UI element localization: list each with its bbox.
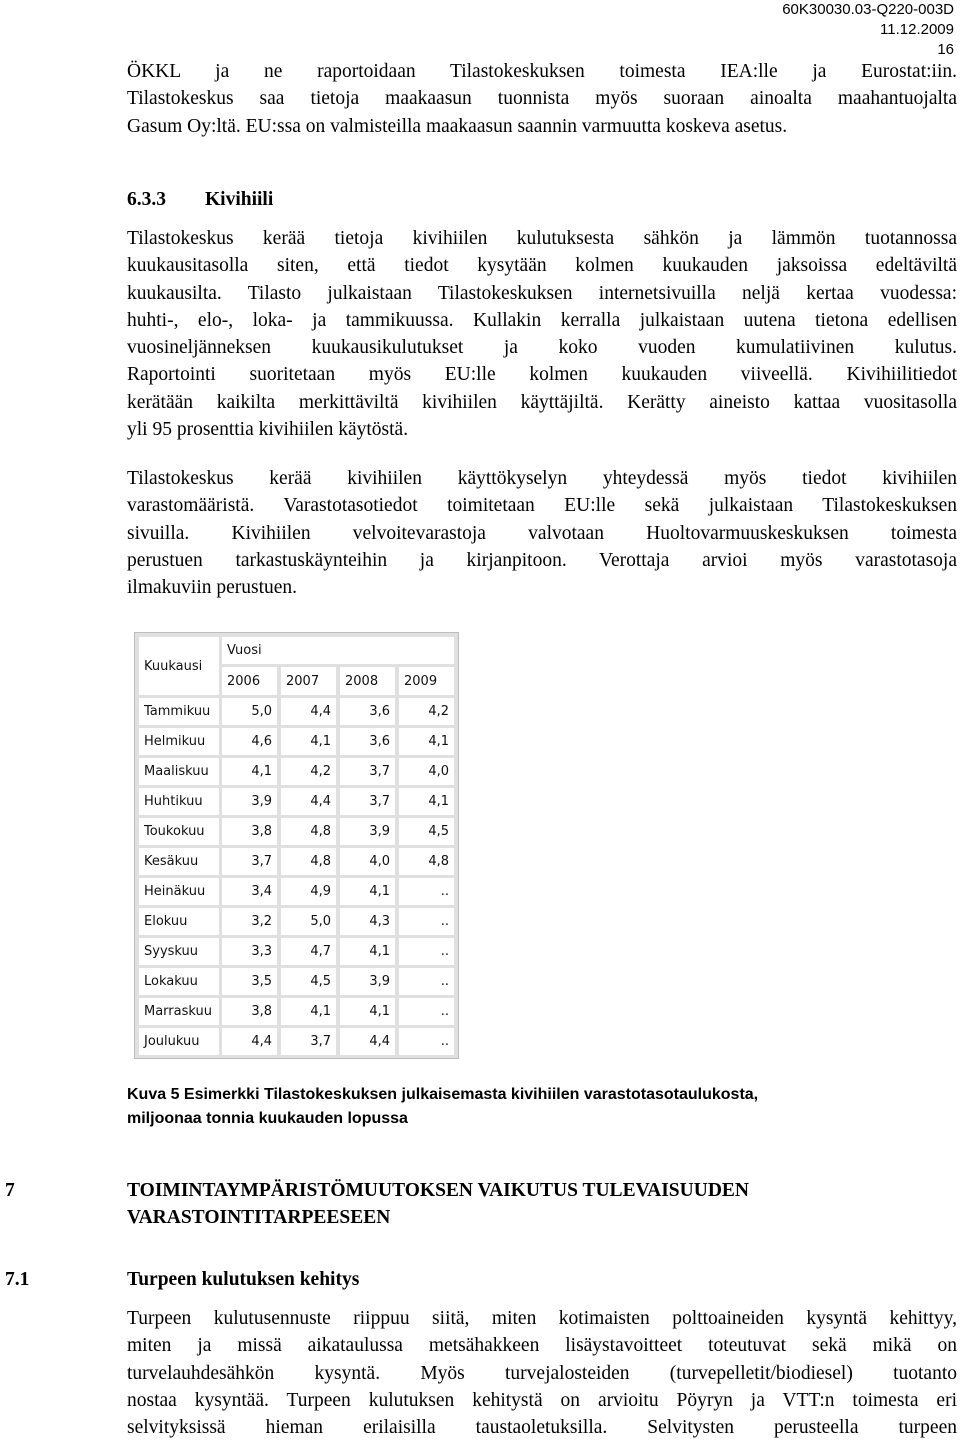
text-line: turvelauhdesähkön kysyntä. Myös turvejalosteiden (turvepelletit/biodiesel) tuotanto <box>127 1362 957 1384</box>
value-cell: 3,7 <box>281 1028 336 1055</box>
value-cell: 4,5 <box>281 968 336 995</box>
value-cell: 4,1 <box>399 788 454 815</box>
month-cell: Helmikuu <box>139 728 219 755</box>
value-cell: 3,5 <box>222 968 277 995</box>
text-line: yli 95 prosenttia kivihiilen käytöstä. <box>127 419 409 441</box>
value-cell: 4,0 <box>340 848 395 875</box>
column-group-header: Vuosi <box>222 637 454 664</box>
month-cell: Tammikuu <box>139 698 219 725</box>
value-cell: 3,6 <box>340 728 395 755</box>
section-title: Turpeen kulutuksen kehitys <box>127 1269 360 1290</box>
section-number: 7.1 <box>5 1269 30 1290</box>
month-cell: Heinäkuu <box>139 878 219 905</box>
text-line: kerätään kaikilta merkittäviltä kivihiilen käyttäjiltä. Kerätty aineisto kattaa vuositasolla <box>127 391 957 413</box>
text-line: huhti-, elo-, loka- ja tammikuussa. Kullakin kerralla julkaistaan uutena tietona edellisen <box>127 309 957 331</box>
value-cell: 4,0 <box>399 758 454 785</box>
body-paragraph <box>127 225 957 443</box>
value-cell: 4,4 <box>281 788 336 815</box>
value-cell: 3,2 <box>222 908 277 935</box>
value-cell: 4,4 <box>222 1028 277 1055</box>
value-cell: 4,6 <box>222 728 277 755</box>
value-cell: 3,3 <box>222 938 277 965</box>
section-title: Kivihiili <box>205 189 274 210</box>
value-cell: 4,4 <box>281 698 336 725</box>
value-cell: 4,8 <box>281 818 336 845</box>
body-paragraph <box>127 1305 957 1441</box>
chapter-title-line: VARASTOINTITARPEESEEN <box>127 1207 391 1228</box>
value-cell: 3,7 <box>222 848 277 875</box>
chapter-title-line: TOIMINTAYMPÄRISTÖMUUTOKSEN VAIKUTUS TULEVAISUUDEN <box>127 1180 749 1201</box>
value-cell: 4,1 <box>399 728 454 755</box>
body-paragraph <box>127 465 957 601</box>
value-cell: 4,4 <box>340 1028 395 1055</box>
text-line: varastomääristä. Varastotasotiedot toimitetaan EU:lle sekä julkaistaan Tilastokeskuksen <box>127 495 957 517</box>
value-cell: 4,2 <box>281 758 336 785</box>
month-cell: Huhtikuu <box>139 788 219 815</box>
value-cell: 3,8 <box>222 998 277 1025</box>
value-cell: 5,0 <box>222 698 277 725</box>
value-cell: .. <box>399 968 454 995</box>
value-cell: 4,8 <box>399 848 454 875</box>
section-number: 6.3.3 <box>127 189 166 210</box>
coal-stock-table <box>134 632 459 1059</box>
value-cell: 3,7 <box>340 788 395 815</box>
value-cell: 4,7 <box>281 938 336 965</box>
page-header <box>782 0 954 60</box>
value-cell: 3,9 <box>340 968 395 995</box>
value-cell: 3,4 <box>222 878 277 905</box>
value-cell: 4,9 <box>281 878 336 905</box>
value-cell: 3,9 <box>340 818 395 845</box>
month-cell: Kesäkuu <box>139 848 219 875</box>
text-line: Tilastokeskus saa tietoja maakaasun tuonnista myös suoraan ainoalta maahantuojalta <box>127 88 957 110</box>
text-line: vuosineljänneksen kuukausikulutukset ja koko vuoden kumulatiivinen kulutus. <box>127 337 957 359</box>
value-cell: 3,8 <box>222 818 277 845</box>
chapter-number: 7 <box>5 1180 15 1201</box>
document-date: 11.12.2009 <box>880 21 954 38</box>
month-cell: Maaliskuu <box>139 758 219 785</box>
month-cell: Toukokuu <box>139 818 219 845</box>
text-line: ÖKKL ja ne raportoidaan Tilastokeskuksen toimesta IEA:lle ja Eurostat:iin. <box>127 61 957 82</box>
text-line: kuukausitasolla siten, että tiedot kysytään kolmen kuukauden jaksoissa edeltäviltä <box>127 255 957 277</box>
value-cell: .. <box>399 908 454 935</box>
value-cell: 4,1 <box>281 998 336 1025</box>
intro-paragraph <box>127 58 957 140</box>
text-line: Gasum Oy:ltä. EU:ssa on valmisteilla maakaasun saannin varmuutta koskeva asetus. <box>127 115 788 137</box>
chapter-title <box>127 1177 957 1231</box>
year-header-cell: 2009 <box>399 667 454 695</box>
value-cell: 3,7 <box>340 758 395 785</box>
caption-line: miljoonaa tonnia kuukauden lopussa <box>127 1110 408 1127</box>
row-header-cell: Kuukausi <box>139 637 219 695</box>
value-cell: 4,8 <box>281 848 336 875</box>
text-line: perustuen tarkastuskäynteihin ja kirjanpitoon. Verottaja arvioi myös varastotasoja <box>127 549 957 571</box>
month-cell: Syyskuu <box>139 938 219 965</box>
text-line: Turpeen kulutusennuste riippuu siitä, miten kotimaisten polttoaineiden kysyntä kehittyy, <box>127 1308 957 1329</box>
value-cell: .. <box>399 1028 454 1055</box>
text-line: Tilastokeskus kerää kivihiilen käyttökyselyn yhteydessä myös tiedot kivihiilen <box>127 468 957 489</box>
value-cell: 3,6 <box>340 698 395 725</box>
value-cell: 4,3 <box>340 908 395 935</box>
text-line: ilmakuviin perustuen. <box>127 577 298 599</box>
month-cell: Joulukuu <box>139 1028 219 1055</box>
value-cell: .. <box>399 938 454 965</box>
text-line: nostaa kysyntää. Turpeen kulutuksen kehitystä on arvioitu Pöyryn ja VTT:n toimesta eri <box>127 1389 957 1411</box>
value-cell: 3,9 <box>222 788 277 815</box>
document-id: 60K30030.03-Q220-003D <box>782 1 954 18</box>
year-header-cell: 2008 <box>340 667 395 695</box>
value-cell: 4,1 <box>340 998 395 1025</box>
value-cell: 5,0 <box>281 908 336 935</box>
month-cell: Elokuu <box>139 908 219 935</box>
text-line: Raportointi suoritetaan myös EU:lle kolmen kuukauden viiveellä. Kivihiilitiedot <box>127 364 957 386</box>
caption-line: Kuva 5 Esimerkki Tilastokeskuksen julkaisemasta kivihiilen varastotasotaulukosta, <box>127 1086 759 1103</box>
page-number: 16 <box>937 41 954 58</box>
text-line: sivuilla. Kivihiilen velvoitevarastoja valvotaan Huoltovarmuuskeskuksen toimesta <box>127 522 957 544</box>
text-line: selvityksissä hieman erilaisilla taustaoletuksilla. Selvitysten perusteella turpeen <box>127 1417 957 1439</box>
month-cell: Lokakuu <box>139 968 219 995</box>
year-header-cell: 2006 <box>222 667 277 695</box>
value-cell: 4,1 <box>281 728 336 755</box>
text-line: kuukausilta. Tilasto julkaistaan Tilastokeskuksen internetsivuilla neljä kertaa vuodessa: <box>127 282 957 304</box>
value-cell: 4,1 <box>340 878 395 905</box>
month-cell: Marraskuu <box>139 998 219 1025</box>
value-cell: 4,5 <box>399 818 454 845</box>
value-cell: 4,2 <box>399 698 454 725</box>
value-cell: 4,1 <box>340 938 395 965</box>
year-header-cell: 2007 <box>281 667 336 695</box>
text-line: miten ja missä aikataulussa metsähakkeen lisäystavoitteet toteutuvat sekä mikä on <box>127 1335 957 1357</box>
figure-caption <box>127 1083 927 1131</box>
value-cell: 4,1 <box>222 758 277 785</box>
value-cell: .. <box>399 878 454 905</box>
value-cell: .. <box>399 998 454 1025</box>
text-line: Tilastokeskus kerää tietoja kivihiilen kulutuksesta sähkön ja lämmön tuotannossa <box>127 228 957 249</box>
